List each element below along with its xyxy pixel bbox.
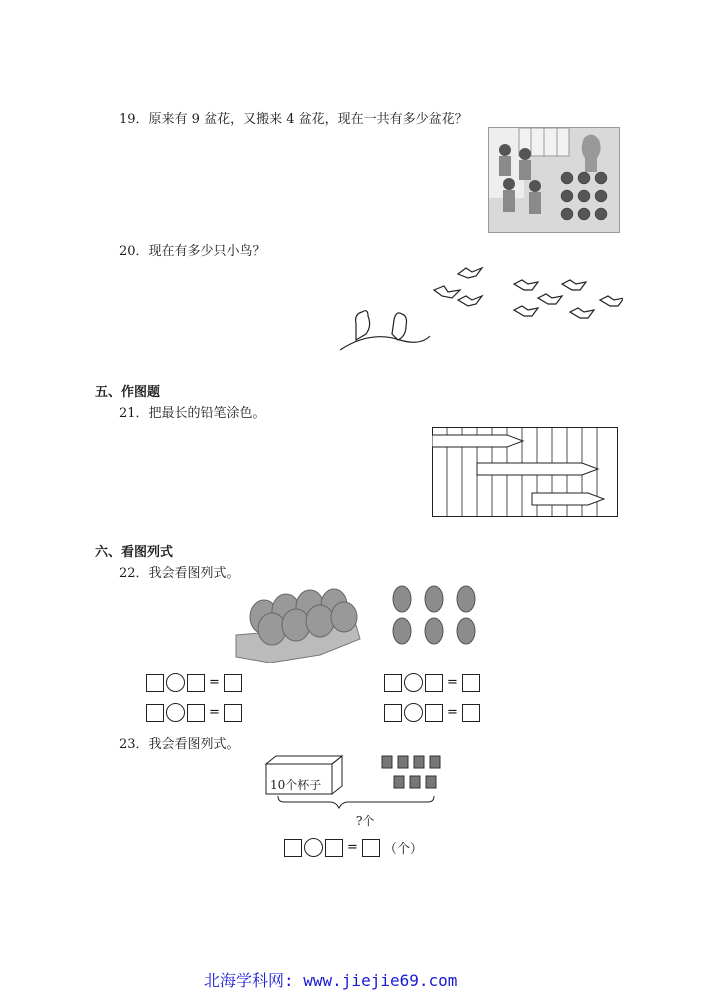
operator-circle[interactable] — [166, 673, 185, 692]
section-6-title: 六、看图列式 — [95, 545, 174, 560]
operator-circle[interactable] — [166, 703, 185, 722]
equation-row-22-left-2 — [146, 703, 242, 722]
children-carrying-flowers-image — [488, 127, 620, 233]
equation-row-23 — [284, 838, 427, 857]
operator-circle[interactable] — [404, 673, 423, 692]
answer-box[interactable] — [284, 839, 302, 857]
operator-circle[interactable] — [404, 703, 423, 722]
answer-box[interactable] — [187, 704, 205, 722]
answer-box[interactable] — [146, 674, 164, 692]
box-label: 10个杯子 — [270, 778, 322, 792]
answer-box[interactable] — [362, 839, 380, 857]
pencils-figure — [432, 427, 618, 517]
answer-box[interactable] — [325, 839, 343, 857]
question-23-text: 23．我会看图列式。 — [119, 737, 240, 752]
egg-carton-image — [234, 585, 362, 663]
answer-box[interactable] — [224, 674, 242, 692]
footer-website[interactable]: 北海学科网: www.jiejie69.com — [204, 971, 458, 990]
equals-sign: = — [209, 675, 220, 690]
question-19-text: 19．原来有 9 盆花，又搬来 4 盆花，现在一共有多少盆花？ — [119, 112, 468, 127]
answer-box[interactable] — [187, 674, 205, 692]
operator-circle[interactable] — [304, 838, 323, 857]
answer-box[interactable] — [384, 674, 402, 692]
equation-row-22-right-2 — [384, 703, 480, 722]
question-20-text: 20．现在有多少只小鸟？ — [119, 244, 266, 259]
question-21-text: 21．把最长的铅笔涂色。 — [119, 406, 266, 421]
answer-box[interactable] — [462, 704, 480, 722]
section-5-title: 五、作图题 — [95, 385, 161, 400]
answer-box[interactable] — [425, 674, 443, 692]
birds-image — [338, 262, 623, 357]
equation-row-22-right-1 — [384, 673, 480, 692]
answer-box[interactable] — [384, 704, 402, 722]
answer-box[interactable] — [425, 704, 443, 722]
equals-sign: = — [447, 675, 458, 690]
equals-sign: = — [209, 705, 220, 720]
answer-box[interactable] — [462, 674, 480, 692]
answer-box[interactable] — [146, 704, 164, 722]
equals-sign: = — [447, 705, 458, 720]
equation-row-22-left-1 — [146, 673, 242, 692]
six-eggs-image — [388, 585, 480, 647]
answer-box[interactable] — [224, 704, 242, 722]
equals-sign: = — [347, 840, 358, 855]
unit-label: （个） — [383, 842, 423, 857]
question-mark-label: ?个 — [356, 814, 375, 828]
question-22-text: 22．我会看图列式。 — [119, 566, 240, 581]
